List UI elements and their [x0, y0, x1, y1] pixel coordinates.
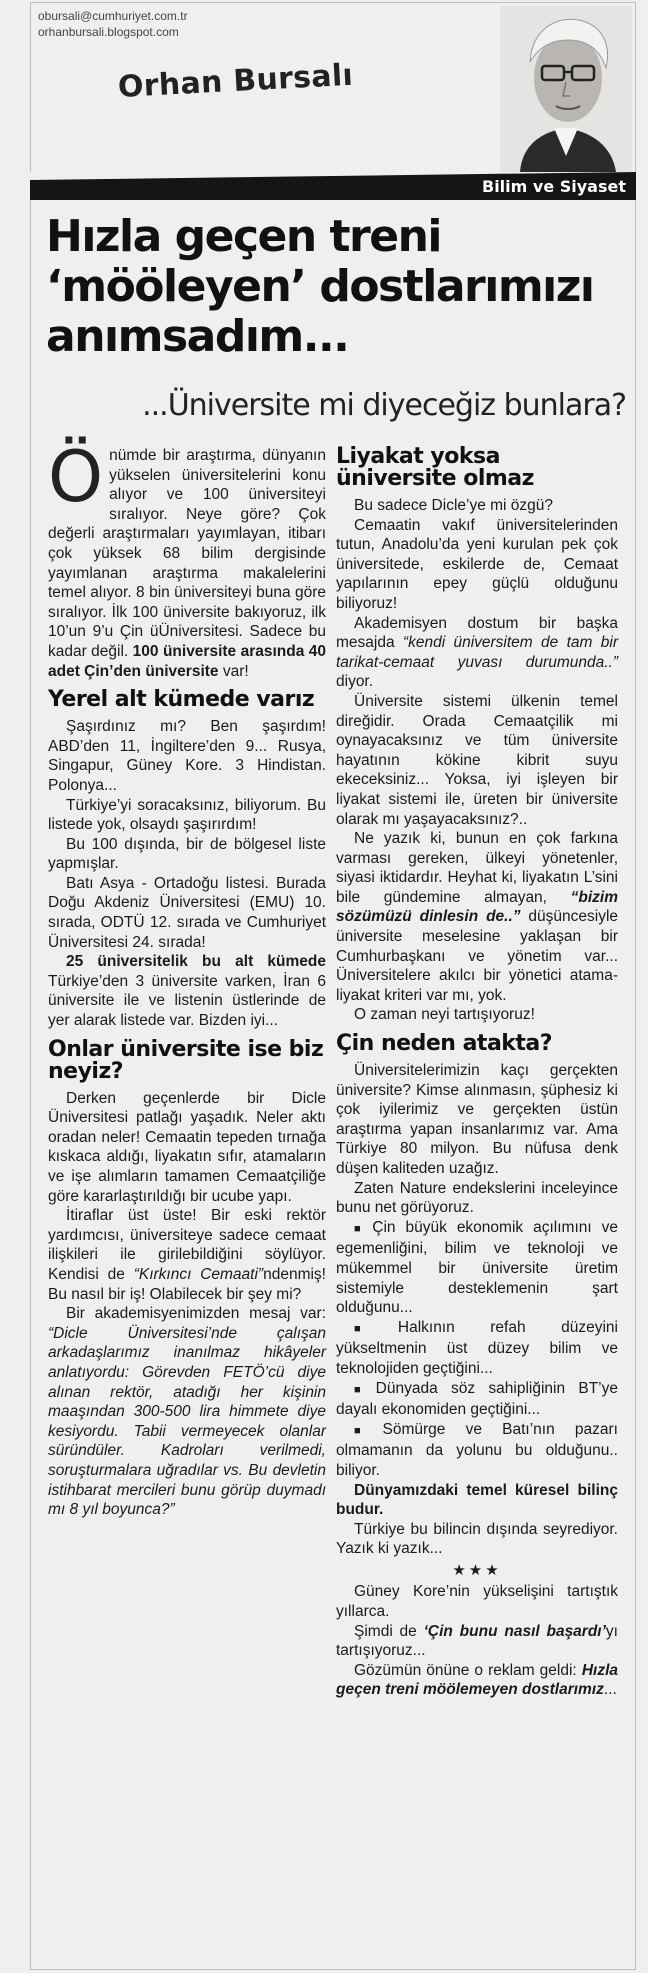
author-name: Orhan Bursalı	[117, 57, 354, 105]
headline-line-2: ‘mööleyen’ dostlarımızı	[46, 261, 594, 312]
paragraph: 25 üniversitelik bu alt kümede Türkiye’den 3 üniversite varken, İran 6 üniversite ile ve listenin üstlerinde de yer alarak listede var. Bizden iyi...	[48, 953, 326, 1030]
article-column-right	[336, 446, 618, 1700]
paragraph: Şaşırdınız mı? Ben şaşırdım! ABD’den 11, İngiltere’den 9... Rusya, Singapur, Güney Kore. 3 Hindistan. Polonya...	[48, 718, 326, 794]
paragraph: Ne yazık ki, bunun en çok farkına varması gereken, ülkeyi yönetenler, siyasi iktidardır. Heyhat ki, liyakatın L’sini bile gündemine almayan, “bizim sözümüzü dinlesin de..” düşüncesiyle üniversite meselesine yaklaşan bir Cumhurbaşkanı ve yönetim var... Üniversitelere akılcı bir yönetici atama-liyakat kriteri var mı, yok.	[336, 830, 619, 1004]
paragraph: Zaten Nature endekslerini inceleyince bunu net görüyoruz.	[336, 1179, 618, 1217]
paragraph: Türkiye bu bilincin dışında seyrediyor. Yazık ki yazık...	[336, 1520, 618, 1558]
paragraph: Akademisyen dostum bir başka mesajda “kendi üniversitem de tam bir tarikat-cemaat yuvası durumunda..” diyor.	[336, 614, 618, 691]
author-blog[interactable]: orhanbursali.blogspot.com	[38, 25, 179, 39]
bullet-item: ■ Halkının refah düzeyini yükseltmenin üst düzey bilim ve teknolojiden geçtiğini...	[336, 1318, 618, 1379]
paragraph: Üniversite sistemi ülkenin temel direğidir. Orada Cemaatçilik mi oynayacaksınız ve tüm üniversite hayatının kökine kibrit suyu ekeceksiniz... Yoksa, iyi işleyen bir liyakat sistemi ile, üreten bir üniversite olarak mı yaşayacaksınız?..	[336, 692, 618, 828]
subheading: Çin neden atakta?	[336, 1031, 553, 1057]
separator-stars: ★★★	[452, 1561, 502, 1579]
paragraph: Batı Asya - Ortadoğu listesi. Burada Doğu Akdeniz Üniversitesi (EMU) 10. sırada, ODTÜ 12. sırada ve Cumhuriyet Üniversitesi 24. sırada!	[48, 874, 326, 951]
author-portrait-icon	[500, 6, 632, 172]
subheading: Yerel alt kümede varız	[48, 687, 315, 713]
paragraph: O zaman neyi tartışıyoruz!	[354, 1006, 535, 1024]
paragraph: Gözümün önüne o reklam geldi: Hızla geçen treni möölemeyen dostlarımız...	[336, 1661, 618, 1699]
contact-block	[38, 8, 188, 40]
bullet-item: ■ Sömürge ve Batı’nın pazarı olmamanın da yolunu bu olduğunu.. biliyor.	[336, 1420, 618, 1481]
paragraph: Güney Kore’nin yükselişini tartıştık yıllarca.	[336, 1583, 618, 1621]
subheading: Onlar üniversite ise biz neyiz?	[48, 1036, 324, 1084]
section-bar	[30, 172, 636, 200]
subtitle: ...Üniversite mi diyeceğiz bunlara?	[142, 388, 626, 423]
paragraph: Şimdi de ‘Çin bunu nasıl başardı’yı tartışıyoruz...	[336, 1622, 618, 1660]
headline	[46, 212, 636, 362]
article-column-left	[48, 436, 326, 1520]
headline-line-1: Hızla geçen treni	[46, 211, 441, 262]
paragraph: Türkiye’yi soracaksınız, biliyorum. Bu listede yok, olsaydı şaşırırdım!	[48, 796, 326, 834]
section-label: Bilim ve Siyaset	[482, 177, 626, 196]
paragraph: Cemaatin vakıf üniversitelerinden tutun, Anadolu’da yeni kurulan pek çok üniversitede, eskilerde de, Cemaat yapılarının epey güçlü olduğunu biliyoruz!	[336, 516, 618, 612]
bullet-item: ■ Dünyada söz sahipliğinin BT’ye dayalı ekonomiden geçtiğini...	[336, 1379, 618, 1420]
paragraph: İtiraflar üst üste! Bir eski rektör yardımcısı, üniversiteye sadece cemaat ilişkileri ile girilebildiğini söylüyor. Kendisi de “Kırkıncı Cemaati”ndenmiş! Bu nasıl bir iş! Olabilecek bir şey mi?	[48, 1207, 326, 1303]
paragraph: Önümde bir araştırma, dünyanın yükselen üniversitelerini konu alıyor ve 100 üniversiteyi sıralıyor. Neye göre? Çok değerli araştırmaları yayımlayan, itibarı çok yüksek 68 bilim dergisinde yayımlanan araştırma makalelerini temel alıyor. 8 bin üniversiteyi buna göre sıralıyor. İlk 100 üniversite bakıyoruz, ilk 10’un 9’u Çin üÜniversitesi. Sadece bu kadar değil. 100 üniversite arasında 40 adet Çin’den üniversite var!	[48, 436, 326, 680]
headline-line-3: anımsadım...	[46, 311, 349, 362]
paragraph: Bu 100 dışında, bir de bölgesel liste yapmışlar.	[48, 835, 326, 873]
subheading: Liyakat yoksa üniversite olmaz	[336, 444, 534, 491]
paragraph: Dünyamızdaki temel küresel bilinç budur.	[336, 1481, 618, 1519]
author-email[interactable]: obursali@cumhuriyet.com.tr	[38, 9, 188, 23]
paragraph: Bu sadece Dicle’ye mi özgü?	[354, 497, 554, 514]
drop-cap: Ö	[48, 436, 104, 518]
paragraph: Üniversitelerimizin kaçı gerçekten üniversite? Kimse alınmasın, şüphesiz ki çok iyilerimiz ve gerçekten üstün araştırma yapan insanlarımız var. Ama Türkiye 80 milyon. Bu nüfusa denk düşen kaliteden uzağız.	[336, 1062, 618, 1177]
bullet-item: ■ Çin büyük ekonomik açılımını ve egemenliğini, bilim ve teknoloji ve mükemmel bir üniversite üretim sistemiyle desteklemenin şart olduğunu...	[336, 1218, 618, 1318]
paragraph: Derken geçenlerde bir Dicle Üniversitesi patlağı yaşadık. Neler aktı oradan neler! Cemaatin tepeden tırnağa kıskaca aldığı, liyakatın sıfır, atamaların ve işe alımların tamamen Cemaatçiliğe göre kararlaştırıldığı bir ucube yapı.	[48, 1089, 326, 1205]
paragraph: Bir akademisyenimizden mesaj var: “Dicle Üniversitesi’nde çalışan arkadaşlarımız inanılmaz hikâyeler anlatıyordu: Görevden FETÖ’cü diye alınan rektör, atadığı her kişinin maaşından 300-500 lira himmete diye kesiyordu. Tabii vermeyecek olanlar süründüler. Kadroları verilmedi, soruşturmalara uğradılar vs. Bu devletin istihbarat mercileri bunu görüp duymadı mı 8 yıl boyunca?”	[48, 1305, 326, 1519]
